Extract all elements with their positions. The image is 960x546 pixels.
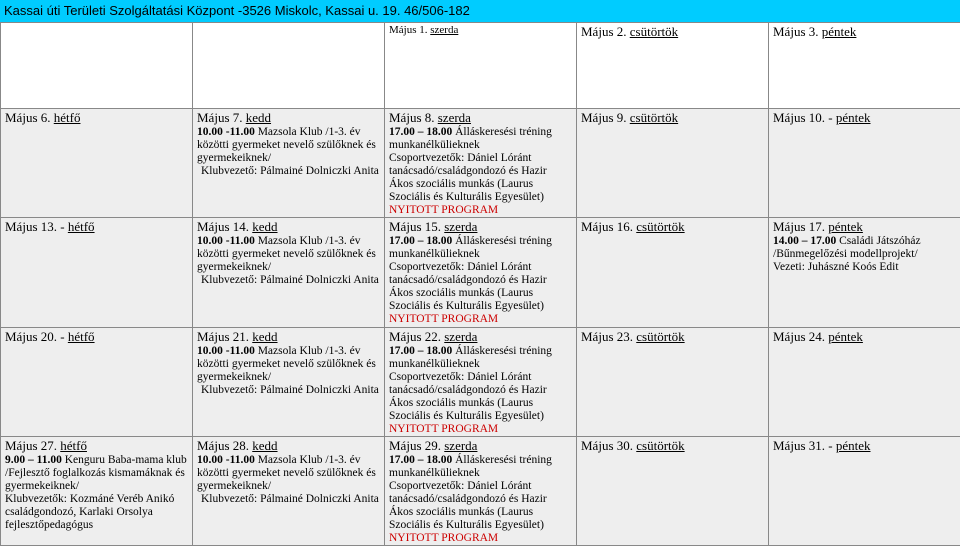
cell-may-13 [1,218,193,328]
event-desc: Álláskeresési tréning munkanélkülieknek [389,345,552,370]
day-heading: Május 28. kedd [197,438,380,453]
day-heading: Május 1. szerda [389,24,572,37]
day-heading: Május 29. szerda [389,438,572,453]
cell-may-22 [385,328,577,437]
cell-may-3 [769,23,960,109]
cell-may-23 [577,328,769,437]
cell-may-15 [385,218,577,328]
day-heading: Május 20. - hétfő [5,329,188,344]
cell-may-29 [385,437,577,546]
event-desc: Álláskeresési tréning munkanélkülieknek [389,126,552,151]
event-leader: Klubvezető: Pálmainé Dolniczki Anita [197,493,380,506]
event-desc: Mazsola Klub /1-3. év közötti gyermeket nevelő szülőknek és gyermekeiknek/ [197,454,376,492]
event-time: 17.00 – 18.00 [389,235,452,247]
day-heading: Május 23. csütörtök [581,329,764,344]
event-desc: Álláskeresési tréning munkanélkülieknek [389,235,552,260]
event-desc: Kenguru Baba-mama klub /Fejlesztő foglalkozás kismamáknak és gyermekeiknek/ [5,454,187,492]
cell-may-30 [577,437,769,546]
event-desc: Családi Játszóház /Bűnmegelőzési modellprojekt/ [773,235,921,260]
day-heading: Május 16. csütörtök [581,219,764,234]
day-heading: Május 14. kedd [197,219,380,234]
event-leader: Klubvezető: Pálmainé Dolniczki Anita [197,274,380,287]
cell-may-20 [1,328,193,437]
event-leader: Csoportvezetők: Dániel Lóránt tanácsadó/családgondozó és Hazir Ákos szociális munkás (Laurus Szociális és Kulturális Egyesület) [389,480,572,532]
open-program-label: NYITOTT PROGRAM [389,313,572,326]
cell-may-31 [769,437,960,546]
day-heading: Május 30. csütörtök [581,438,764,453]
event-time: 10.00 -11.00 [197,345,255,357]
event-time: 17.00 – 18.00 [389,345,452,357]
day-heading: Május 2. csütörtök [581,24,764,39]
event-time: 17.00 – 18.00 [389,126,452,138]
event-time: 10.00 -11.00 [197,235,255,247]
event-desc: Mazsola Klub /1-3. év közötti gyermeket nevelő szülőknek és gyermekeiknek/ [197,345,376,383]
cell-may-9 [577,109,769,218]
day-heading: Május 17. péntek [773,219,956,234]
day-heading: Május 22. szerda [389,329,572,344]
event-leader: Klubvezető: Pálmainé Dolniczki Anita [197,384,380,397]
week-row-2 [1,218,960,328]
event-leader: Csoportvezetők: Dániel Lóránt tanácsadó/családgondozó és Hazir Ákos szociális munkás (Laurus Szociális és Kulturális Egyesület) [389,261,572,313]
event-leader: Csoportvezetők: Dániel Lóránt tanácsadó/családgondozó és Hazir Ákos szociális munkás (Laurus Szociális és Kulturális Egyesület) [389,152,572,204]
day-heading: Május 7. kedd [197,110,380,125]
cell-may-6 [1,109,193,218]
day-heading: Május 24. péntek [773,329,956,344]
event-desc: Mazsola Klub /1-3. év közötti gyermeket nevelő szülőknek és gyermekeiknek/ [197,126,376,164]
cell-empty [193,23,385,109]
cell-may-24 [769,328,960,437]
open-program-label: NYITOTT PROGRAM [389,204,572,217]
event-leader: Klubvezetők: Kozmáné Veréb Anikó családgondozó, Karlaki Orsolya fejlesztőpedagógus [5,493,188,532]
event-time: 10.00 -11.00 [197,454,255,466]
week-row-4 [1,437,960,546]
cell-may-7 [193,109,385,218]
cell-may-8 [385,109,577,218]
open-program-label: NYITOTT PROGRAM [389,532,572,545]
week-row-0 [1,23,960,109]
day-heading: Május 6. hétfő [5,110,188,125]
cell-may-28 [193,437,385,546]
cell-empty [1,23,193,109]
event-time: 17.00 – 18.00 [389,454,452,466]
cell-may-17 [769,218,960,328]
event-leader: Klubvezető: Pálmainé Dolniczki Anita [197,165,380,178]
header-banner: Kassai úti Területi Szolgáltatási Központ -3526 Miskolc, Kassai u. 19. 46/506-182 [0,0,960,22]
cell-may-27 [1,437,193,546]
day-heading: Május 13. - hétfő [5,219,188,234]
event-leader: Vezeti: Juhászné Koós Edit [773,261,956,274]
day-heading: Május 21. kedd [197,329,380,344]
open-program-label: NYITOTT PROGRAM [389,423,572,436]
cell-may-1 [385,23,577,109]
cell-may-2 [577,23,769,109]
cell-may-16 [577,218,769,328]
day-heading: Május 31. - péntek [773,438,956,453]
event-time: 14.00 – 17.00 [773,235,836,247]
day-heading: Május 15. szerda [389,219,572,234]
cell-may-14 [193,218,385,328]
event-desc: Mazsola Klub /1-3. év közötti gyermeket nevelő szülőknek és gyermekeiknek/ [197,235,376,273]
day-heading: Május 10. - péntek [773,110,956,125]
event-leader: Csoportvezetők: Dániel Lóránt tanácsadó/családgondozó és Hazir Ákos szociális munkás (Laurus Szociális és Kulturális Egyesület) [389,371,572,423]
week-row-3 [1,328,960,437]
day-heading: Május 27. hétfő [5,438,188,453]
schedule-table [0,22,960,546]
day-heading: Május 8. szerda [389,110,572,125]
event-time: 9.00 – 11.00 [5,454,62,466]
day-heading: Május 9. csütörtök [581,110,764,125]
cell-may-10 [769,109,960,218]
week-row-1 [1,109,960,218]
event-time: 10.00 -11.00 [197,126,255,138]
day-heading: Május 3. péntek [773,24,956,39]
cell-may-21 [193,328,385,437]
event-desc: Álláskeresési tréning munkanélkülieknek [389,454,552,479]
